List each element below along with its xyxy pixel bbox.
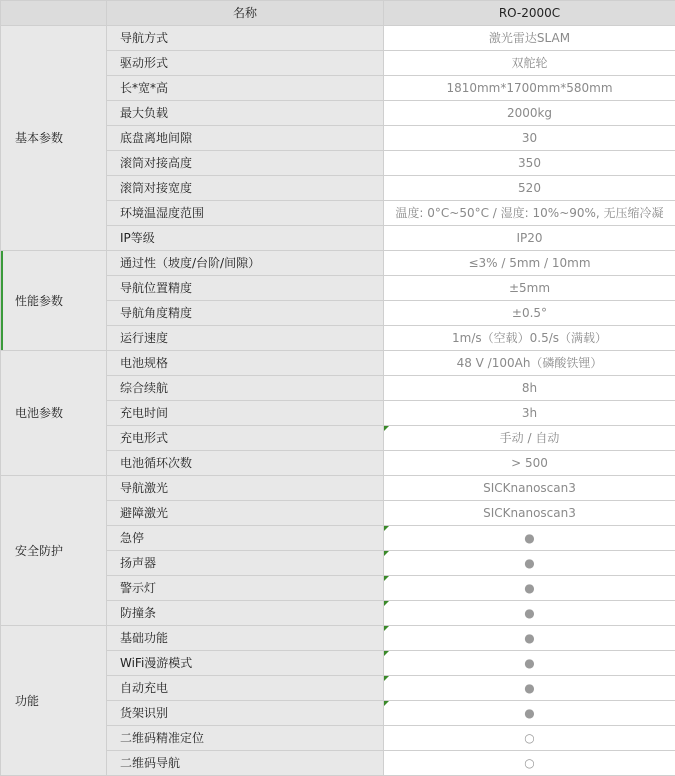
param-name-cell: 导航位置精度 [107, 276, 384, 301]
param-value-cell: 1m/s（空载）0.5/s（满载） [384, 326, 675, 351]
header-name-cell: 名称 [107, 1, 384, 26]
param-name-cell: 防撞条 [107, 601, 384, 626]
category-cell: 功能 [1, 626, 107, 776]
param-name-cell: 导航激光 [107, 476, 384, 501]
param-name-cell: 二维码精准定位 [107, 726, 384, 751]
category-cell: 基本参数 [1, 26, 107, 251]
param-name-cell: 电池循环次数 [107, 451, 384, 476]
param-value-cell: 双舵轮 [384, 51, 675, 76]
param-value-cell: ○ [384, 751, 675, 776]
param-value-cell: ● [384, 676, 675, 701]
param-name-cell: 电池规格 [107, 351, 384, 376]
param-name-cell: 基础功能 [107, 626, 384, 651]
param-name-cell: 警示灯 [107, 576, 384, 601]
param-value-cell: ±0.5° [384, 301, 675, 326]
param-name-cell: 导航角度精度 [107, 301, 384, 326]
param-value-cell: ● [384, 651, 675, 676]
param-value-cell: 48 V /100Ah（磷酸铁锂） [384, 351, 675, 376]
param-value-cell: 1810mm*1700mm*580mm [384, 76, 675, 101]
param-value-cell: ● [384, 526, 675, 551]
param-value-cell: ○ [384, 726, 675, 751]
param-value-cell: SICKnanoscan3 [384, 501, 675, 526]
param-name-cell: 避障激光 [107, 501, 384, 526]
param-value-cell: 30 [384, 126, 675, 151]
param-name-cell: 环境温湿度范围 [107, 201, 384, 226]
param-name-cell: WiFi漫游模式 [107, 651, 384, 676]
category-cell: 安全防护 [1, 476, 107, 626]
param-name-cell: 驱动形式 [107, 51, 384, 76]
param-name-cell: 通过性（坡度/台阶/间隙） [107, 251, 384, 276]
param-name-cell: 最大负载 [107, 101, 384, 126]
param-value-cell: 3h [384, 401, 675, 426]
param-value-cell: ±5mm [384, 276, 675, 301]
param-name-cell: 滚筒对接高度 [107, 151, 384, 176]
param-value-cell: > 500 [384, 451, 675, 476]
table-row [1, 626, 675, 651]
header-row [1, 1, 675, 26]
param-name-cell: 二维码导航 [107, 751, 384, 776]
param-value-cell: 手动 / 自动 [384, 426, 675, 451]
param-value-cell: 520 [384, 176, 675, 201]
param-name-cell: 滚筒对接宽度 [107, 176, 384, 201]
param-name-cell: 底盘离地间隙 [107, 126, 384, 151]
param-name-cell: 货架识别 [107, 701, 384, 726]
table-row [1, 476, 675, 501]
header-model-cell: RO-2000C [384, 1, 675, 26]
param-name-cell: IP等级 [107, 226, 384, 251]
param-name-cell: 自动充电 [107, 676, 384, 701]
param-value-cell: IP20 [384, 226, 675, 251]
param-value-cell: ● [384, 601, 675, 626]
param-value-cell: 2000kg [384, 101, 675, 126]
param-value-cell: 350 [384, 151, 675, 176]
param-name-cell: 运行速度 [107, 326, 384, 351]
param-name-cell: 充电形式 [107, 426, 384, 451]
param-value-cell: 温度: 0°C~50°C / 湿度: 10%~90%, 无压缩冷凝 [384, 201, 675, 226]
param-name-cell: 充电时间 [107, 401, 384, 426]
table-row [1, 251, 675, 276]
param-value-cell: ● [384, 701, 675, 726]
param-value-cell: ● [384, 576, 675, 601]
param-value-cell: 激光雷达SLAM [384, 26, 675, 51]
param-name-cell: 急停 [107, 526, 384, 551]
param-value-cell: ● [384, 551, 675, 576]
category-cell: 电池参数 [1, 351, 107, 476]
category-cell: 性能参数 [1, 251, 107, 351]
table-row [1, 26, 675, 51]
param-name-cell: 扬声器 [107, 551, 384, 576]
param-value-cell: ≤3% / 5mm / 10mm [384, 251, 675, 276]
param-value-cell: 8h [384, 376, 675, 401]
param-name-cell: 综合续航 [107, 376, 384, 401]
header-category-cell [1, 1, 107, 26]
param-name-cell: 长*宽*高 [107, 76, 384, 101]
param-value-cell: ● [384, 626, 675, 651]
spec-body [1, 26, 675, 776]
param-value-cell: SICKnanoscan3 [384, 476, 675, 501]
table-row [1, 351, 675, 376]
param-name-cell: 导航方式 [107, 26, 384, 51]
